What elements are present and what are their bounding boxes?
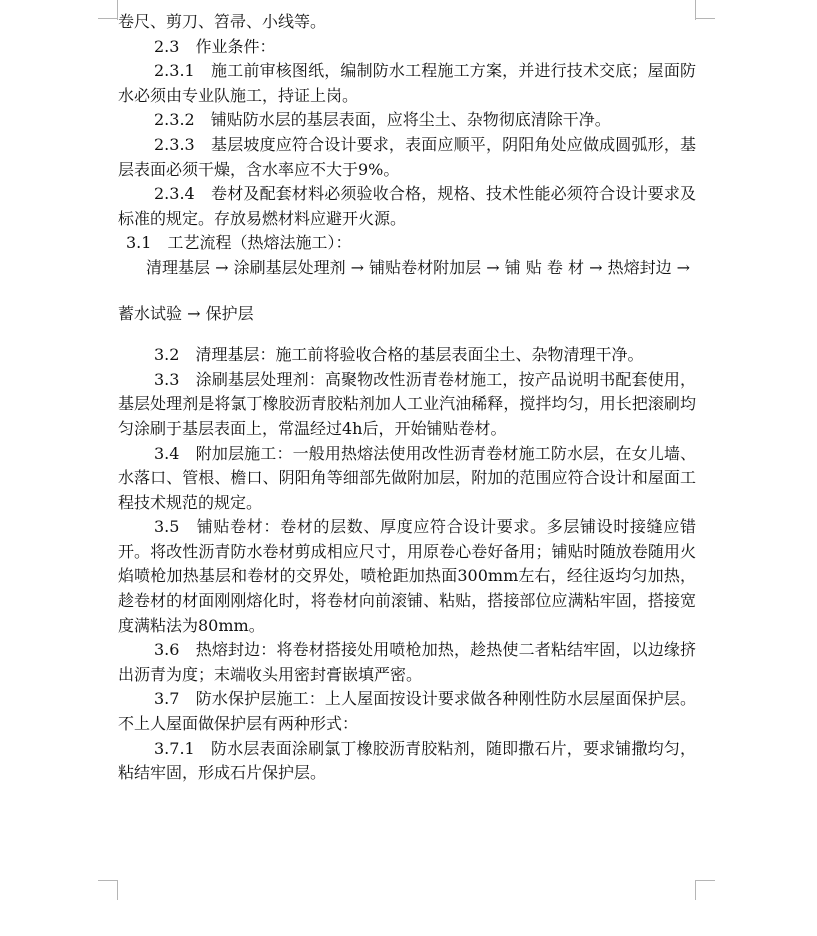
paragraph-2-3-2: 2.3.2 铺贴防水层的基层表面，应将尘土、杂物彻底清除干净。 (154, 110, 611, 130)
paragraph-3-5: 3.5 铺贴卷材：卷材的层数、厚度应符合设计要求。多层铺设时接缝应错开。将改性沥青防水卷材剪成相应尺寸，用原卷心卷好备用；铺贴时随放卷随用火焰喷枪加热基层和卷材的交界处，喷枪距加热面300mm左右，经往返均匀加热，趁卷材的材面刚刚熔化时，将卷材向前滚铺、粘贴，搭接部位应满粘牢固，搭接宽度满粘法为80mm。 (118, 517, 696, 635)
paragraph-tools-continued: 卷尺、剪刀、笤帚、小线等。 (118, 12, 327, 31)
paragraph-3-3: 3.3 涂刷基层处理剂：高聚物改性沥青卷材施工，按产品说明书配套使用，基层处理剂是将氯丁橡胶沥青胶粘剂加人工业汽油稀释，搅拌均匀，用长把滚刷均匀涂刷于基层表面上，常温经过4h后，开始铺贴卷材。 (118, 369, 696, 438)
document-body (118, 10, 696, 786)
heading-2-3-working-conditions: 2.3 作业条件： (154, 36, 276, 56)
paragraph-3-7-1: 3.7.1 防水层表面涂刷氯丁橡胶沥青胶粘剂，随即撒石片，要求铺撒均匀，粘结牢固，形成石片保护层。 (118, 738, 696, 783)
process-flow-continued: 蓄水试验 → 保护层 (118, 303, 254, 323)
heading-3-1-process-flow: 3.1 工艺流程（热熔法施工）： (126, 233, 352, 253)
paragraph-3-7: 3.7 防水保护层施工：上人屋面按设计要求做各种刚性防水层屋面保护层。不上人屋面做保护层有两种形式： (118, 689, 696, 734)
paragraph-3-4: 3.4 附加层施工：一般用热熔法使用改性沥青卷材施工防水层，在女儿墙、水落口、管根、檐口、阴阳角等细部先做附加层，附加的范围应符合设计和屋面工程技术规范的规定。 (118, 443, 696, 512)
paragraph-2-3-1: 2.3.1 施工前审核图纸，编制防水工程施工方案，并进行技术交底；屋面防水必须由专业队施工，持证上岗。 (118, 61, 696, 105)
paragraph-2-3-3: 2.3.3 基层坡度应符合设计要求，表面应顺平，阴阳角处应做成圆弧形，基层表面必须干燥，含水率应不大于9%。 (118, 134, 696, 179)
paragraph-2-3-4: 2.3.4 卷材及配套材料必须验收合格，规格、技术性能必须符合设计要求及标准的规定。存放易燃材料应避开火源。 (118, 184, 696, 228)
paragraph-3-2: 3.2 清理基层：施工前将验收合格的基层表面尘土、杂物清理干净。 (154, 345, 644, 365)
process-flow-line: 清理基层 → 涂刷基层处理剂 → 铺贴卷材附加层 → 铺 贴 卷 材 → 热熔封边 → (146, 257, 691, 277)
paragraph-3-6: 3.6 热熔封边：将卷材搭接处用喷枪加热，趁热使二者粘结牢固，以边缘挤出沥青为度；末端收头用密封膏嵌填严密。 (118, 640, 696, 684)
blank-line (118, 281, 696, 302)
blank-line (118, 326, 696, 343)
